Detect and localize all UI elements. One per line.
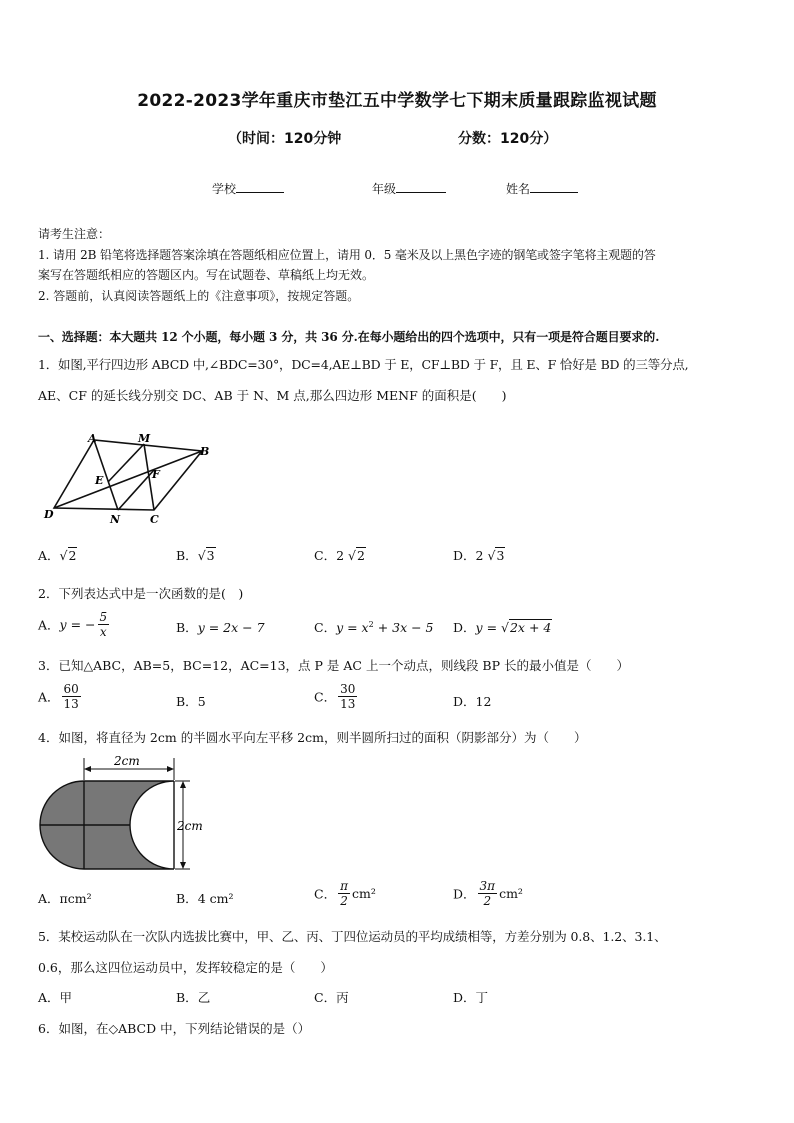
q1-label-n: N: [110, 513, 121, 526]
q2-option-a[interactable]: A．y = − $\frac{5}{x}$: [38, 610, 108, 639]
q2-option-d[interactable]: D．y = √2x + 4: [453, 620, 552, 635]
q5-option-d[interactable]: D．丁: [453, 990, 489, 1005]
q1-parallelogram-figure: [38, 430, 218, 530]
exam-time: （时间：120分钟: [228, 131, 342, 147]
q1-label-d: D: [44, 508, 54, 521]
section-heading: 一、选择题：本大题共 12 个小题，每小题 3 分，共 36 分.在每小题给出的四个选项中，只有一项是符合题目要求的.: [38, 330, 660, 344]
school-field: [212, 180, 284, 197]
q4-top-dimension-label: 2cm: [114, 754, 140, 768]
q3-option-d[interactable]: D．12: [453, 694, 492, 709]
notes-line-3: 2. 答题前，认真阅读答题纸上的《注意事项》，按规定答题。: [38, 289, 360, 303]
name-field: [506, 180, 578, 197]
q4-semicircle-figure: [38, 752, 218, 874]
name-label: 姓名: [506, 182, 531, 196]
grade-field: [372, 180, 446, 197]
q1-option-a[interactable]: A．√2: [38, 548, 77, 563]
q1-label-m: M: [138, 432, 151, 445]
grade-blank: [396, 180, 446, 193]
q1-option-c[interactable]: C．2 √2: [314, 548, 365, 563]
q2-option-c[interactable]: C．$y = x^2 + 3x - 5$: [314, 619, 434, 635]
q1-stem-line-1: 1．如图,平行四边形 ABCD 中,∠BDC=30°，DC=4,AE⊥BD 于 E，CF⊥BD 于 F，且 E、F 恰好是 BD 的三等分点,: [38, 357, 689, 372]
notes-heading: 请考生注意：: [38, 227, 111, 241]
q5-stem-line-1: 5．某校运动队在一次队内选拔比赛中，甲、乙、丙、丁四位运动员的平均成绩相等，方差分别为 0.8、1.2、3.1、: [38, 929, 667, 944]
q3-option-b[interactable]: B．5: [176, 694, 206, 709]
notes-line-2: 案写在答题纸相应的答题区内。写在试题卷、草稿纸上均无效。: [38, 268, 375, 282]
q4-side-dimension-label: 2cm: [177, 819, 203, 833]
q4-option-b[interactable]: B．4 cm²: [176, 891, 234, 906]
school-label: 学校: [212, 182, 237, 196]
page-title: 2022-2023学年重庆市垫江五中学数学七下期末质量跟踪监视试题: [137, 91, 657, 111]
q1-option-b[interactable]: B．√3: [176, 548, 215, 563]
q6-stem: 6．如图，在◇ABCD 中，下列结论错误的是（）: [38, 1021, 311, 1036]
q5-option-c[interactable]: C．丙: [314, 990, 349, 1005]
q4-option-d[interactable]: D． $\frac{3\pi}{2}$ cm²: [453, 879, 523, 908]
q5-option-a[interactable]: A．甲: [38, 990, 73, 1005]
q1-label-f: F: [152, 468, 160, 481]
name-blank: [530, 180, 578, 193]
q1-stem-line-2: AE、CF 的延长线分别交 DC、AB 于 N、M 点,那么四边形 MENF 的面积是( ): [38, 388, 507, 403]
notes-line-1: 1. 请用 2B 铅笔将选择题答案涂填在答题纸相应位置上，请用 0．5 毫米及以上黑色字迹的钢笔或签字笔将主观题的答: [38, 248, 656, 262]
q5-option-b[interactable]: B．乙: [176, 990, 211, 1005]
q1-label-e: E: [95, 474, 104, 487]
q3-option-c[interactable]: C． $\frac{30}{13}$: [314, 682, 356, 711]
exam-score: 分数：120分）: [458, 131, 558, 147]
q5-stem-line-2: 0.6，那么这四位运动员中，发挥较稳定的是（ ）: [38, 960, 333, 975]
q1-option-d[interactable]: D．2 √3: [453, 548, 505, 563]
q4-option-c[interactable]: C． $\frac{\pi}{2}$ cm²: [314, 879, 376, 908]
q2-stem: 2．下列表达式中是一次函数的是( ): [38, 586, 244, 601]
q3-option-a[interactable]: A． $\frac{60}{13}$: [38, 682, 79, 711]
q2-option-b[interactable]: B．y = 2x − 7: [176, 620, 265, 635]
q1-label-c: C: [150, 513, 159, 526]
q1-label-a: A: [88, 432, 97, 445]
q4-option-a[interactable]: A．πcm²: [38, 891, 92, 906]
q4-stem: 4．如图，将直径为 2cm 的半圆水平向左平移 2cm，则半圆所扫过的面积（阴影部分）为（ ）: [38, 730, 587, 745]
grade-label: 年级: [372, 182, 397, 196]
school-blank: [236, 180, 284, 193]
q1-label-b: B: [200, 445, 210, 458]
q3-stem: 3．已知△ABC，AB=5，BC=12，AC=13，点 P 是 AC 上一个动点，则线段 BP 长的最小值是（ ）: [38, 658, 629, 673]
